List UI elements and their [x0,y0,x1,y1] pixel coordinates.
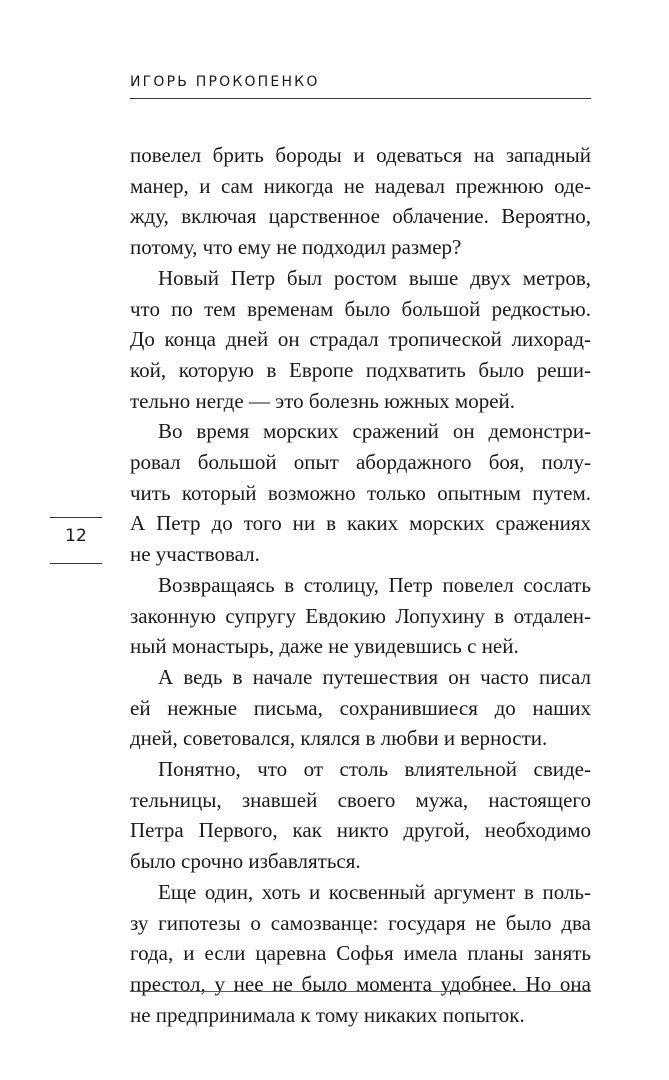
text-line: ей нежные письма, сохранившиеся до наших [130,695,591,720]
text-line: кой, которую в Европе подхватить было реши- [130,357,591,382]
text-line: Возвращаясь в столицу, Петр повелел сослать [158,572,591,597]
text-line: Понятно, что от столь влиятельной свиде- [158,757,591,782]
text-line: А ведь в начале путешествия он часто писал [158,664,591,689]
text-line: Еще один, хоть и косвенный аргумент в поль- [158,879,591,904]
text-line: ный монастырь, даже не увидевшись с ней. [130,634,519,659]
text-line: потому, что ему не подходил размер? [130,235,462,260]
text-line: Петра Первого, как никто другой, необходимо [130,818,591,843]
text-line: манер, и сам никогда не надевал прежнюю оде- [130,173,591,198]
text-line: года, и если царевна Софья имела планы занять [130,941,591,966]
paragraph [130,877,591,1031]
paragraph [130,662,591,754]
body-text [130,140,591,1030]
text-line: чить который возможно только опытным путем. [130,480,591,505]
text-line: тельно негде — это болезнь южных морей. [130,388,516,413]
text-line: повелел брить бороды и одеваться на западный [130,143,591,167]
text-line: тельницы, знавшей своего мужа, настоящего [130,787,591,812]
text-line: жду, включая царственное облачение. Вероятно, [130,204,591,229]
text-line: зу гипотезы о самозванце: государя не было два [130,910,591,935]
paragraph [130,754,591,877]
text-line: дней, советовался, клялся в любви и верности. [130,726,548,751]
text-line: ровал большой опыт абордажного боя, полу- [130,450,591,475]
paragraph [130,570,591,662]
text-line: Новый Петр был ростом выше двух метров, [158,265,591,290]
page-number-rule-bottom [50,563,102,564]
paragraph [130,416,591,570]
footer-rule [130,991,591,992]
text-line: не участвовал. [130,542,260,567]
text-line: было срочно избавляться. [130,849,361,874]
page-number-rule-top [50,517,102,518]
text-line: законную супругу Евдокию Лопухину в отдален- [130,603,591,628]
running-head-author: ИГОРЬ ПРОКОПЕНКО [130,74,320,90]
page-number: 12 [65,526,87,546]
header-rule [130,98,591,99]
paragraph [130,140,591,263]
paragraph [130,263,591,417]
text-line: престол, у нее не было момента удобнее. Но она [130,971,591,996]
text-line: не предпринимала к тому никаких попыток. [130,1002,525,1027]
text-line: А Петр до того ни в каких морских сражениях [130,511,591,536]
text-line: что по тем временам было большой редкостью. [130,296,591,321]
text-line: До конца дней он страдал тропической лихорад- [130,327,591,352]
text-line: Во время морских сражений он демонстри- [158,419,591,444]
